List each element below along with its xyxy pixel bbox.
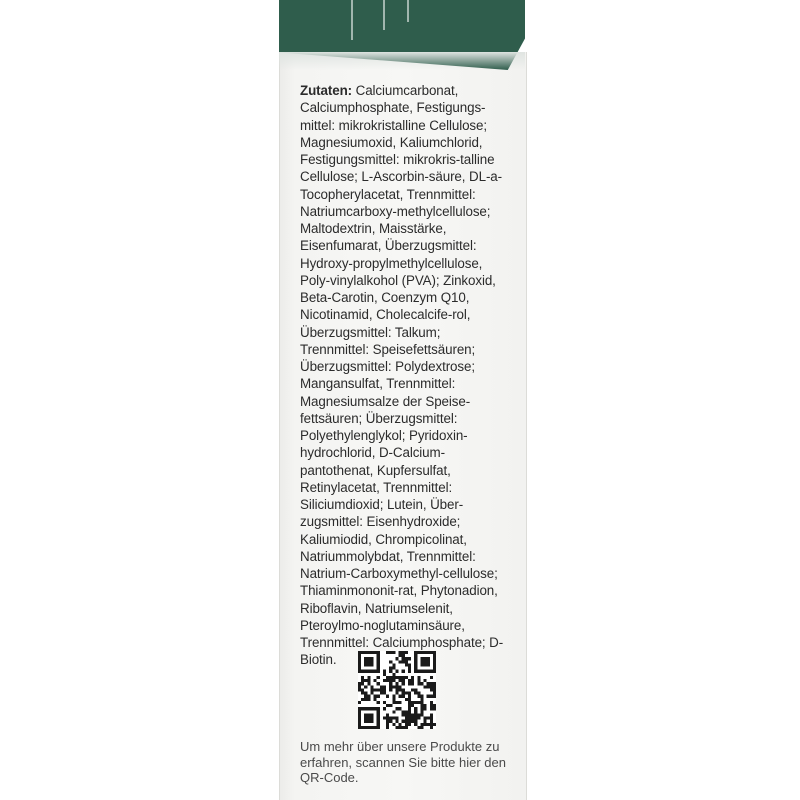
qr-code [358,651,436,729]
package-edge-shadow [279,52,525,70]
ingredients-list [300,82,512,669]
ingredients-text: Calciumcarbonat, Calciumphosphate, Festigungs-mittel: mikrokristalline Cellulose; Magnesiumoxid, Kaliumchlorid, Festigungsmittel: mikrokris-talline Cellulose; L-Ascorbin-säure, DL-a-Tocopherylacetat, Trennmittel: Natriumcarboxy-methylcellulose; Maltodextrin, Maisstärke, Eisenfumarat, Überzugsmittel: Hydroxy-propylmethylcellulose, Poly-vinylalkohol (PVA); Zinkoxid, Beta-Carotin, Coenzym Q10, Nicotinamid, Cholecalcife-rol, Überzugsmittel: Talkum; Trennmittel: Speisefettsäuren; Überzugsmittel: Polydextrose; Mangansulfat, Trennmittel: Magnesiumsalze der Speise-fettsäuren; Überzugsmittel: Polyethylenglykol; Pyridoxin-hydrochlorid, D-Calcium-pantothenat, Kupfersulfat, Retinylacetat, Trennmittel: Siliciumdioxid; Lutein, Über-zugsmittel: Eisenhydroxide; Kaliumiodid, Chrompicolinat, Natriummolybdat, Trennmittel: Natrium-Carboxymethyl-cellulose; Thiaminmononit-rat, Phytonadion, Riboflavin, Natriumselenit, Pteroylmo-noglutaminsäure, Trennmittel: Calciumphosphate; D-Biotin. [300,83,504,668]
qr-caption: Um mehr über unsere Produkte zu erfahren, scannen Sie bitte hier den QR-Code. [300,739,506,785]
ingredients-label: Zutaten: [300,83,353,98]
